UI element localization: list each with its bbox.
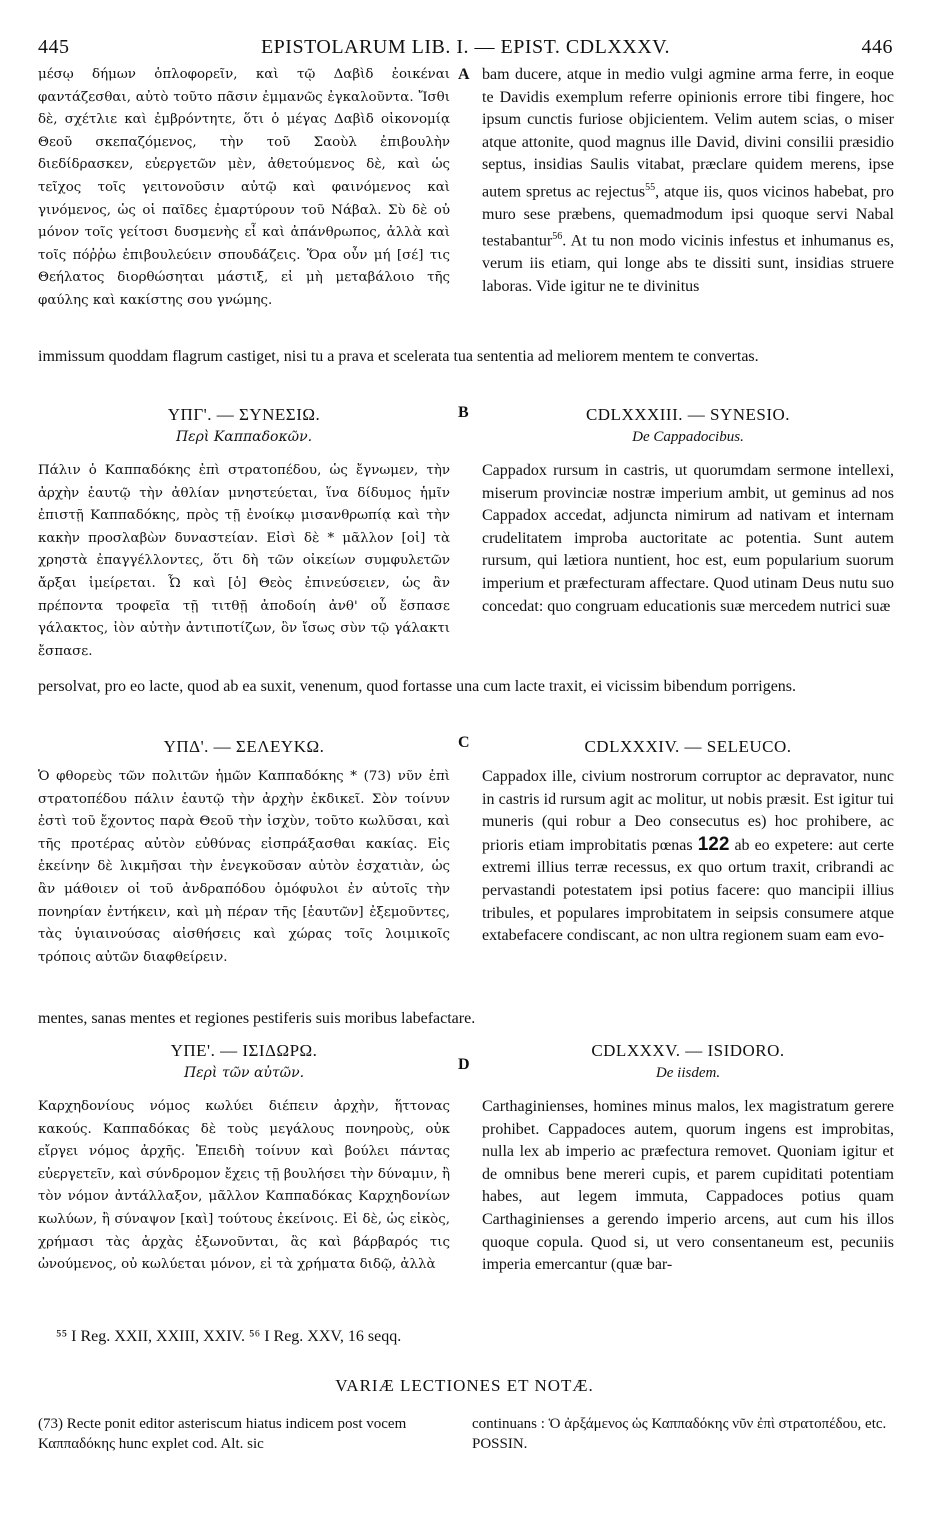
greek-text-ep383: Πάλιν ὁ Καππαδόκης ἐπὶ στρατοπέδου, ὡς ἔγνωμεν, τὴν ἀρχὴν ἑαυτῷ τὴν ἀθλίαν μνηστεύεται, ἵνα δίδυμος ἡμῖν ἐπιστῇ Καππαδόκης, πρὸς τῇ ἐνοίκῳ μισανθρωπίᾳ καὶ τὴν κακὴν προσλαβὼν δυναστείαν. Εἰσὶ δὲ * μᾶλλον [οἱ] τὰ χρηστὰ ἐπαγγέλλοντες, ὅτι δὴ τῶν οἰκείων συμφυλετῶν ἄρξαι ἱμείρεται. Ὦ καὶ [ὁ] Θεὸς ἐπινεύσειεν, ὡς ἂν πρέποντα τροφεῖα τῇ τιτθῇ ἀποδοίη ἀνθ' οὗ ἔσπασε γάλακτος, ἰὸν αὐτὴν ἀντιποτίζων, ὃν ἴσως σὺν τῷ γάλακτι ἔσπασε.: [38, 463, 450, 659]
full-width-text-2: persolvat, pro eo lacte, quod ab ea suxit, venenum, quod fortasse una cum lacte traxit, ei vicissim bibendum porrigens.: [38, 678, 797, 695]
full-width-text-3: mentes, sanas mentes et regiones pestiferis suis moribus labefactare.: [38, 1010, 476, 1027]
latin-heading: CDLXXXIII. — SYNESIO.: [585, 405, 791, 424]
page-number-left: 445: [38, 36, 70, 58]
running-header: [38, 36, 893, 58]
footnotes: ⁵⁵ I Reg. XXII, XXIII, XXIV. ⁵⁶ I Reg. XXV, 16 seqq.: [56, 1328, 402, 1345]
margin-marker-a: A: [458, 66, 470, 83]
latin-text-part: . At tu non modo vicinis infestus et inhumanus es, verum iis etiam, qui longe abs te dissiti sunt, insidias struere laboras. Vide igitur ne te divinitus: [482, 232, 894, 295]
latin-text-ep383: Cappadox rursum in castris, ut quorumdam sermone intellexi, miserum provinciæ nostræ imperium ambit, ut geminus ad nos Cappadox accedat, adjuncta nimirum ad nativam et internam crudelitatem improba auctoritate ac potentia. Sunt autem rursum, qui lætiora nuntient, hoc est, eum popularium suorum imperium et præfecturam affectare. Quod utinam Deus nutu suo concedat: quo congruam educationis suæ mercedem nutrici suæ: [482, 462, 894, 615]
latin-subheading: De iisdem.: [655, 1065, 721, 1081]
greek-heading: ΥΠΕ'. — ΙΣΙΔΩΡΩ.: [170, 1041, 318, 1060]
latin-text-part: Cappadox ille, civium nostrorum corruptor ac depravator, nunc in castris id rursum agit ac molitur, ut nobis præsit. Est igitur tui muneris (qui robur a Deo consecutus es) hoc prohibere, ac prioris etiam improbitatis pœnas: [482, 768, 894, 854]
variae-heading: VARIÆ LECTIONES ET NOTÆ.: [335, 1376, 594, 1395]
greek-title-ep385: [38, 1040, 450, 1084]
latin-text-part: , atque iis, quos vicinos habebat, pro muro sese præbens, quemadmodum ipsi quoque servi Nabal testabantur: [482, 183, 894, 250]
greek-heading: ΥΠΓ'. — ΣΥΝΕΣΙΩ.: [167, 405, 321, 424]
latin-title-ep384: [482, 736, 894, 758]
greek-subheading: Περὶ Καππαδοκῶν.: [175, 429, 313, 445]
greek-subheading: Περὶ τῶν αὐτῶν.: [183, 1065, 305, 1081]
running-title: EPISTOLARUM LIB. I. — EPIST. CDLXXXV.: [260, 36, 671, 58]
greek-text-ep382-end: μέσῳ δήμων ὁπλοφορεῖν, καὶ τῷ Δαβὶδ ἐοικέναι φαντάζεσθαι, αὐτὸ τοῦτο πᾶσιν ἐμμανῶς ἐγκαλοῦντα. Ἴσθι δὲ, σχέτλιε καὶ ἐμβρόντητε, ὅτι ὁ μέγας Δαβὶδ οἰκονομίᾳ Θεοῦ σκεπαζόμενος, τὴν τοῦ Σαοὺλ ἐπιβουλὴν διεδίδρασκεν, εὐεργετῶν μὲν, ἀθετούμενος δὲ, καὶ ὡς τεῖχος τοῖς γειτονοῦσιν αὐτῷ καὶ φαινόμενος καὶ γινόμενος, ὡς οἱ παῖδες ἐμαρτύρουν τοῦ Νάβαλ. Σὺ δὲ οὐ μόνον τοῖς γείτοσι δυσμενὴς εἶ καὶ ἀπάνθρωπος, ἀλλὰ καὶ τοῖς πόῤῥω ἐπιβουλεύειν σπουδάζεις. Ὅρα οὖν μή [σέ] τις Θεήλατος διορθώσηται μάστιξ, εἰ μὴ μεταβάλοιο τῆς φαύλης καὶ κακίστης σου γνώμης.: [38, 67, 450, 308]
latin-title-ep385: [482, 1040, 894, 1084]
greek-title-ep384: [38, 736, 450, 758]
latin-text-ep382-end: [482, 64, 894, 299]
latin-text-part: ab eo expetere: aut certe extremi illius terræ recessus, ex quo ortum traxit, cribrandi ac pervastandi potestatem ipsi potius facere: quo mancipii illius tribules, et populares improbitatem in seipsis consumere atque extabefacere condiscant, ac non ultra regionem suam eam evo-: [482, 836, 895, 945]
greek-text-ep384: Ὁ φθορεὺς τῶν πολιτῶν ἡμῶν Καππαδόκης * (73) νῦν ἐπὶ στρατοπέδου πάλιν ἑαυτῷ τὴν ἀρχὴν ἐκδικεῖ. Σὸν τοίνυν ἐστὶ τοῦ ἔχοντος παρὰ Θεοῦ τὴν ἰσχὺν, τοῦτο κωλῦσαι, καὶ τῆς προτέρας αὐτὸν εὐθύνας εἰσπράξασθαι κακίας. Εἰς ἐκείνην δὲ λικμῆσαι τὴν ἐνεγκοῦσαν αὐτὸν ἐσχατιὰν, ὡς ἂν μάθοιεν οἱ τοῦ ἀνδραπόδου ὁμόφυλοι ἐν αὑτοῖς τὴν πονηρίαν ἐντήκειν, καὶ μὴ πέραν τῆς [ἑαυτῶν] ἐξεμοῦντες, τὰς ὑγιαινούσας αἰσθήσεις καὶ χώρας τοῖς λοιμικοῖς τρόποις αὐτῶν διαφθείρειν.: [38, 769, 450, 965]
page-number-right: 446: [861, 36, 893, 58]
latin-heading: CDLXXXIV. — SELEUCO.: [584, 737, 792, 756]
variae-note-right: continuans : Ὁ ἀρξάμενος ὡς Καππαδόκης νῦν ἐπὶ στρατοπέδου, etc. POSSIN.: [472, 1416, 887, 1452]
latin-subheading: De Cappadocibus.: [632, 429, 744, 445]
footnote-ref-55: 55: [645, 181, 656, 193]
column-number: 122: [697, 833, 730, 855]
latin-heading: CDLXXXV. — ISIDORO.: [591, 1041, 785, 1060]
latin-text-ep384: [482, 766, 894, 948]
latin-title-ep383: [482, 404, 894, 448]
variae-note-left: (73) Recte ponit editor asteriscum hiatus indicem post vocem Καππαδόκης hunc explet cod. Alt. sic: [38, 1416, 407, 1452]
margin-marker-d: D: [458, 1056, 470, 1073]
margin-marker-b: B: [458, 404, 469, 421]
footnote-ref-56: 56: [552, 231, 563, 243]
greek-text-ep385: Καρχηδονίους νόμος κωλύει διέπειν ἀρχὴν, ἥττονας κακούς. Καππαδόκας δὲ τοὺς μεγάλους πονηροὺς, οὐκ εἴργει νόμος ἀρχῆς. Ἐπειδὴ τοίνυν καὶ βούλει πάντας εὐεργετεῖν, καὶ σύνδρομον ἔχεις τῇ βουλήσει τὴν δύναμιν, ἢ τὸν νόμον ἀντάλλαξον, μᾶλλον Καππαδόκας Καρχηδονίων κωλύων, ἢ σύναψον [καὶ] τούτους ἐκείνοις. Εἰ δὲ, ὡς εἰκὸς, χρήμασι τὰς ἀρχὰς ἐξωνοῦνται, ἃς καὶ βάρβαρός τις ὠνούμενος, οὐ κωλύεται μόνον, εἰ τὰ χρήματα διδῷ, ἀλλὰ: [38, 1099, 450, 1273]
latin-text-ep385: Carthaginienses, homines minus malos, lex magistratum gerere prohibet. Cappadoces autem, quorum ingens est improbitas, nulla lex ab imperio ac præfectura removet. Quoniam igitur et de omnibus bene mereri cupis, et parem cupiditati potentiam habes, aut legem immuta, Cappadoces potius quam Carthaginienses a gerendo imperio arcens, aut cum his illos quoque copula. Quod si, ut vero consentaneum est, pecuniis imperia emercantur (quæ bar-: [482, 1098, 894, 1274]
full-width-text-1: immissum quoddam flagrum castiget, nisi tu a prava et scelerata tua sententia ad meliorem mentem te convertas.: [38, 348, 759, 365]
latin-text-part: bam ducere, atque in medio vulgi agmine arma ferre, in eoque te Davidis exemplum referre opinionis errore tibi fingere, hoc ipsum cunctis furiose objicientem. Velim autem scias, o miser atque attonite, quod magnus ille David, divini consilii præsidio septus, insidias Saulis vitabat, præclare quidem merens, ipse autem spretus ac rejectus: [482, 66, 894, 201]
greek-heading: ΥΠΔ'. — ΣΕΛΕΥΚΩ.: [163, 737, 325, 756]
greek-title-ep383: [38, 404, 450, 448]
margin-marker-c: C: [458, 734, 470, 751]
